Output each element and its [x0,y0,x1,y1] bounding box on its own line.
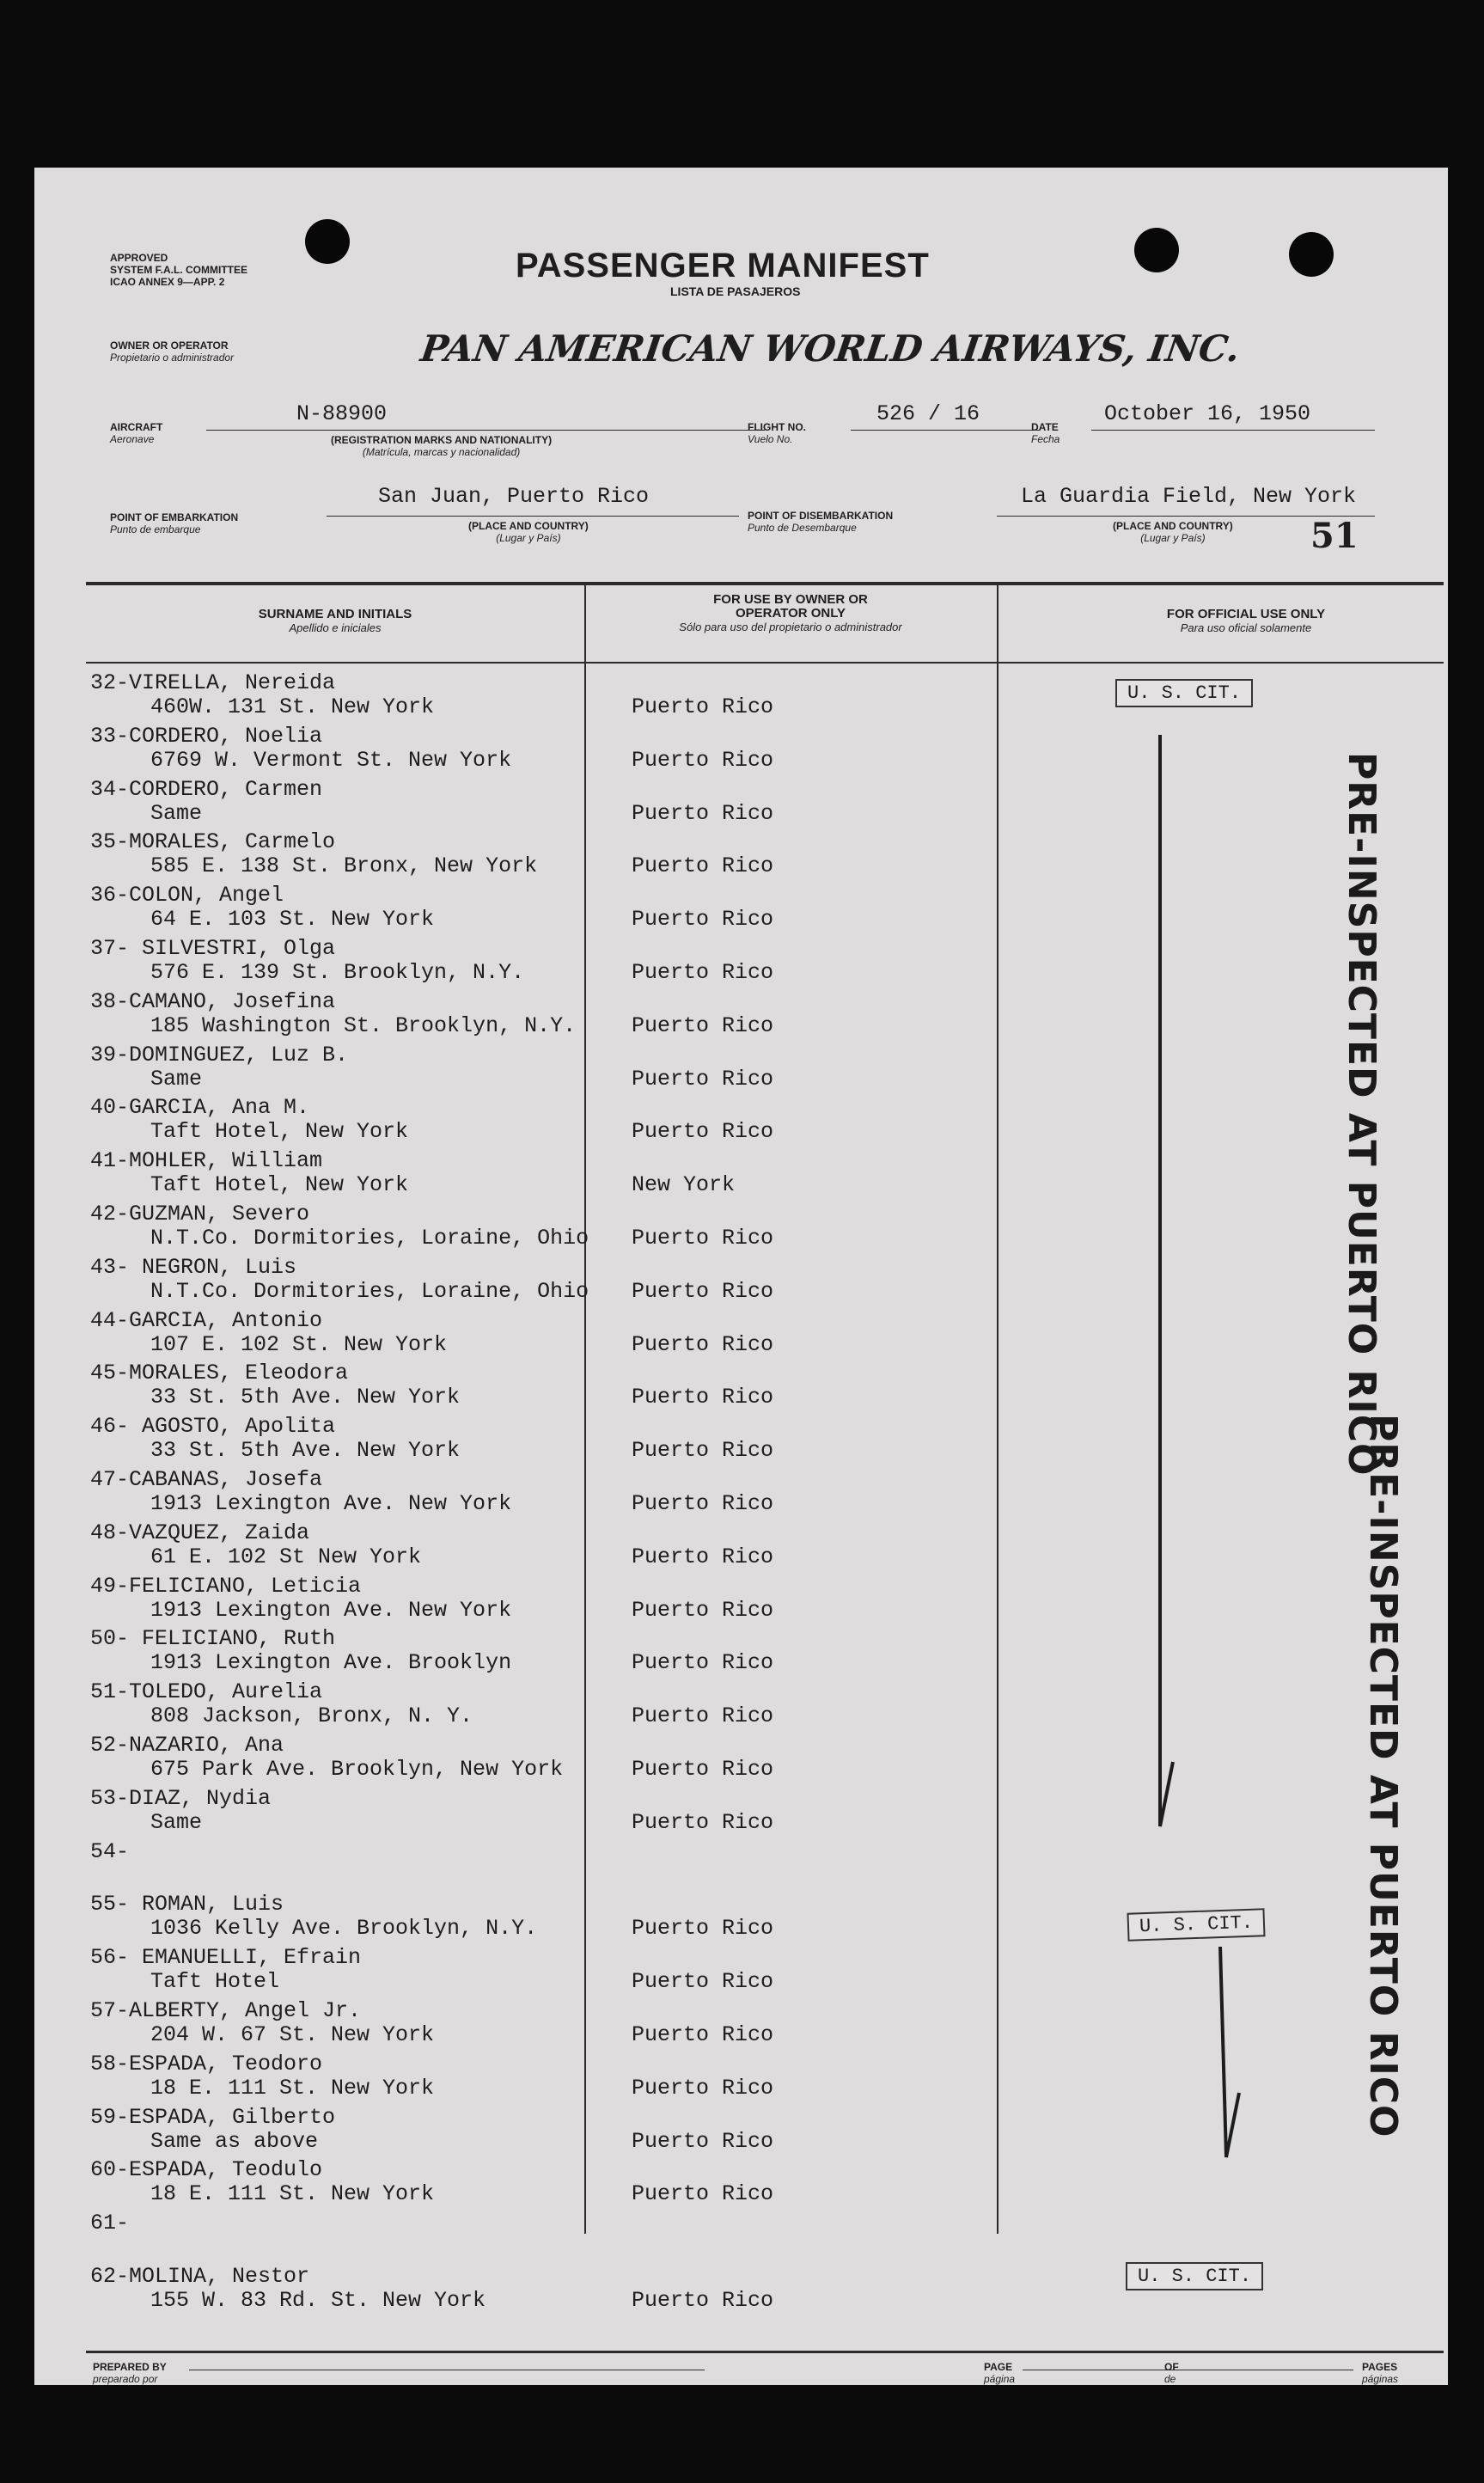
pages-label-es: páginas [1362,2373,1399,2385]
disembark-label [748,510,893,534]
flight-label [748,421,806,445]
embark-label-es: Punto de embarque [110,523,201,535]
underline [1091,430,1375,431]
passenger-name: 55- ROMAN, Luis [90,1892,284,1917]
column-header-text: SURNAME AND INITIALS [258,607,412,621]
passenger-destination: Puerto Rico [632,1278,774,1304]
flight-label-es: Vuelo No. [748,433,793,445]
passenger-destination: Puerto Rico [632,1916,774,1942]
column-header-es: Para uso oficial solamente [1180,621,1312,634]
passenger-name: 59-ESPADA, Gilberto [90,2104,336,2130]
embark-label-text: POINT OF EMBARKATION [110,511,239,523]
passenger-address: Same as above [150,2128,319,2154]
prepared-by-label [93,2361,167,2385]
passenger-address: 808 Jackson, Bronx, N. Y. [150,1703,473,1729]
passenger-destination: Puerto Rico [632,853,774,879]
passenger-destination: Puerto Rico [632,1331,774,1357]
passenger-address: 61 E. 102 St New York [150,1544,422,1569]
prepared-by-es: preparado por [93,2373,158,2385]
approval-block [110,252,247,288]
approval-line: ICAO ANNEX 9—APP. 2 [110,276,225,288]
page-title: PASSENGER MANIFEST [516,247,930,284]
passenger-destination: Puerto Rico [632,2128,774,2154]
approval-line: APPROVED [110,252,168,264]
passenger-destination: Puerto Rico [632,800,774,826]
passenger-address: 576 E. 139 St. Brooklyn, N.Y. [150,960,525,985]
passenger-destination: Puerto Rico [632,1491,774,1516]
of-label [1164,2361,1179,2385]
passenger-address: Same [150,800,203,826]
passenger-name: 40-GARCIA, Ana M. [90,1095,310,1121]
aircraft-note-text: (REGISTRATION MARKS AND NATIONALITY) [331,434,553,446]
passenger-name: 49-FELICIANO, Leticia [90,1573,362,1599]
passenger-destination: Puerto Rico [632,1650,774,1676]
passenger-address: 33 St. 5th Ave. New York [150,1385,461,1410]
passenger-name: 56- EMANUELLI, Efrain [90,1945,362,1971]
us-cit-stamp: U. S. CIT. [1115,679,1253,707]
pages-label-text: PAGES [1362,2361,1398,2373]
passenger-address: Same [150,1066,203,1092]
date-label [1031,421,1060,445]
passenger-address: 64 E. 103 St. New York [150,907,435,933]
passenger-destination: Puerto Rico [632,1066,774,1092]
passenger-address: 1036 Kelly Ave. Brooklyn, N.Y. [150,1916,538,1942]
us-cit-stamp: U. S. CIT. [1126,2262,1263,2290]
passenger-address: 204 W. 67 St. New York [150,2022,435,2047]
date-label-es: Fecha [1031,433,1060,445]
passenger-name: 39-DOMINGUEZ, Luz B. [90,1042,349,1067]
passenger-destination: Puerto Rico [632,747,774,773]
underline [851,430,1040,431]
preinspected-stamp: PRE-INSPECTED AT PUERTO RICO [1361,1414,1405,2138]
prepared-by-text: PREPARED BY [93,2361,167,2373]
preinspected-stamp: PRE-INSPECTED AT PUERTO RICO [1340,752,1383,1477]
passenger-address: 675 Park Ave. Brooklyn, New York [150,1757,564,1782]
column-header-name [163,608,507,635]
passenger-address: 185 Washington St. Brooklyn, N.Y. [150,1012,577,1038]
passenger-destination: Puerto Rico [632,907,774,933]
owner-label-text: OWNER OR OPERATOR [110,339,229,352]
passenger-destination: Puerto Rico [632,2075,774,2101]
check-mark [1220,1947,1239,2157]
embark-value: San Juan, Puerto Rico [378,484,650,509]
passenger-address: 33 St. 5th Ave. New York [150,1438,461,1464]
passenger-destination: Puerto Rico [632,1012,774,1038]
passenger-name: 44-GARCIA, Antonio [90,1307,323,1333]
aircraft-note-es: (Matrícula, marcas y nacionalidad) [362,446,521,458]
page-subtitle: LISTA DE PASAJEROS [670,284,801,298]
punch-hole [305,219,350,264]
passenger-name: 46- AGOSTO, Apolita [90,1414,336,1440]
check-mark-lines [1134,718,1255,2351]
flight-label-text: FLIGHT NO. [748,421,806,433]
passenger-name: 54- [90,1838,130,1864]
passenger-destination: Puerto Rico [632,2181,774,2207]
approval-line: SYSTEM F.A.L. COMMITTEE [110,264,248,276]
passenger-destination: Puerto Rico [632,1597,774,1623]
passenger-name: 61- [90,2211,130,2236]
passenger-address: Taft Hotel, New York [150,1119,409,1145]
passenger-name: 47-CABANAS, Josefa [90,1467,323,1492]
passenger-name: 58-ESPADA, Teodoro [90,2051,323,2076]
passenger-destination: Puerto Rico [632,1385,774,1410]
manifest-sheet [34,168,1448,2385]
passenger-name: 41-MOHLER, William [90,1148,323,1174]
passenger-name: 53-DIAZ, Nydia [90,1785,272,1811]
page-label-es: página [984,2373,1016,2385]
page-label-text: PAGE [984,2361,1013,2373]
of-label-text: OF [1164,2361,1179,2373]
passenger-address: 18 E. 111 St. New York [150,2075,435,2101]
passenger-address: 1913 Lexington Ave. New York [150,1597,512,1623]
owner-label [110,339,234,364]
operator-name: PAN AMERICAN WORLD AIRWAYS, INC. [418,327,1243,370]
passenger-name: 32-VIRELLA, Nereida [90,670,336,695]
passenger-name: 34-CORDERO, Carmen [90,776,323,802]
passenger-name: 37- SILVESTRI, Olga [90,936,336,961]
column-header-es: Sólo para uso del propietario o administrador [679,621,902,633]
underline [327,516,739,517]
date-label-text: DATE [1031,421,1059,433]
passenger-destination: Puerto Rico [632,694,774,719]
passenger-destination: New York [632,1172,736,1198]
passenger-address: 18 E. 111 St. New York [150,2181,435,2207]
page-label [984,2361,1015,2385]
of-label-es: de [1164,2373,1176,2385]
embark-place-note [468,520,589,544]
disembark-label-es: Punto de Desembarque [748,522,857,534]
passenger-destination: Puerto Rico [632,2022,774,2047]
flight-value: 526 / 16 [876,401,980,426]
place-note-es: (Lugar y País) [1140,532,1206,544]
column-header-text: FOR USE BY OWNER OR OPERATOR ONLY [713,592,868,621]
aircraft-note [331,434,552,458]
passenger-address: 1913 Lexington Ave. Brooklyn [150,1650,512,1676]
passenger-name: 52-NAZARIO, Ana [90,1733,284,1758]
passenger-name: 57-ALBERTY, Angel Jr. [90,1998,362,2023]
passenger-address: 585 E. 138 St. Bronx, New York [150,853,538,879]
passenger-destination: Puerto Rico [632,2288,774,2313]
passenger-name: 33-CORDERO, Noelia [90,723,323,749]
passenger-name: 43- NEGRON, Luis [90,1254,297,1280]
passenger-address: N.T.Co. Dormitories, Loraine, Ohio [150,1278,589,1304]
table-bottom-rule [86,2351,1444,2353]
passenger-address: N.T.Co. Dormitories, Loraine, Ohio [150,1226,589,1251]
disembark-label-text: POINT OF DISEMBARKATION [748,510,894,522]
passenger-destination: Puerto Rico [632,1969,774,1995]
passenger-address: 6769 W. Vermont St. New York [150,747,512,773]
passenger-name: 42-GUZMAN, Severo [90,1202,310,1226]
embark-label [110,511,238,535]
passenger-name: 45-MORALES, Eleodora [90,1361,349,1386]
passenger-destination: Puerto Rico [632,960,774,985]
page-number: 51 [1310,516,1359,556]
passenger-name: 38-CAMANO, Josefina [90,988,336,1014]
aircraft-label [110,421,162,445]
place-note-es: (Lugar y País) [496,532,561,544]
passenger-address: 155 W. 83 Rd. St. New York [150,2288,486,2313]
passenger-destination: Puerto Rico [632,1119,774,1145]
passenger-destination: Puerto Rico [632,1438,774,1464]
passenger-address: Taft Hotel, New York [150,1172,409,1198]
disembark-value: La Guardia Field, New York [1021,484,1357,509]
date-value: October 16, 1950 [1104,401,1311,426]
place-note-text: (PLACE AND COUNTRY) [468,520,589,532]
column-header-operator [679,593,902,634]
place-note-text: (PLACE AND COUNTRY) [1113,520,1233,532]
passenger-name: 50- FELICIANO, Ruth [90,1626,336,1652]
passenger-name: 62-MOLINA, Nestor [90,2264,310,2289]
table-header-rule [86,662,1444,664]
passenger-name: 48-VAZQUEZ, Zaida [90,1520,310,1545]
passenger-address: 107 E. 102 St. New York [150,1331,448,1357]
aircraft-label-text: AIRCRAFT [110,421,163,433]
passenger-name: 51-TOLEDO, Aurelia [90,1679,323,1705]
passenger-destination: Puerto Rico [632,1544,774,1569]
aircraft-value: N-88900 [296,401,388,426]
passenger-address: 460W. 131 St. New York [150,694,435,719]
passenger-destination: Puerto Rico [632,1757,774,1782]
column-header-es: Apellido e iniciales [289,621,382,634]
column-header-text: FOR OFFICIAL USE ONLY [1166,607,1326,621]
punch-hole [1134,228,1179,272]
passenger-destination: Puerto Rico [632,1226,774,1251]
check-mark [1160,735,1173,1826]
passenger-destination: Puerto Rico [632,1809,774,1835]
passenger-name: 35-MORALES, Carmelo [90,829,336,855]
disembark-place-note [1113,520,1233,544]
column-header-official [1066,608,1426,635]
owner-label-es: Propietario o administrador [110,352,235,364]
passenger-name: 36-COLON, Angel [90,883,284,908]
aircraft-label-es: Aeronave [110,433,155,445]
pages-label [1362,2361,1398,2385]
table-top-rule [86,582,1444,585]
passenger-name: 60-ESPADA, Teodulo [90,2157,323,2183]
us-cit-stamp: U. S. CIT. [1127,1908,1265,1942]
passenger-destination: Puerto Rico [632,1703,774,1729]
passenger-address: 1913 Lexington Ave. New York [150,1491,512,1516]
passenger-address: Taft Hotel [150,1969,280,1995]
underline [206,430,765,431]
passenger-address: Same [150,1809,203,1835]
punch-hole [1289,232,1334,277]
